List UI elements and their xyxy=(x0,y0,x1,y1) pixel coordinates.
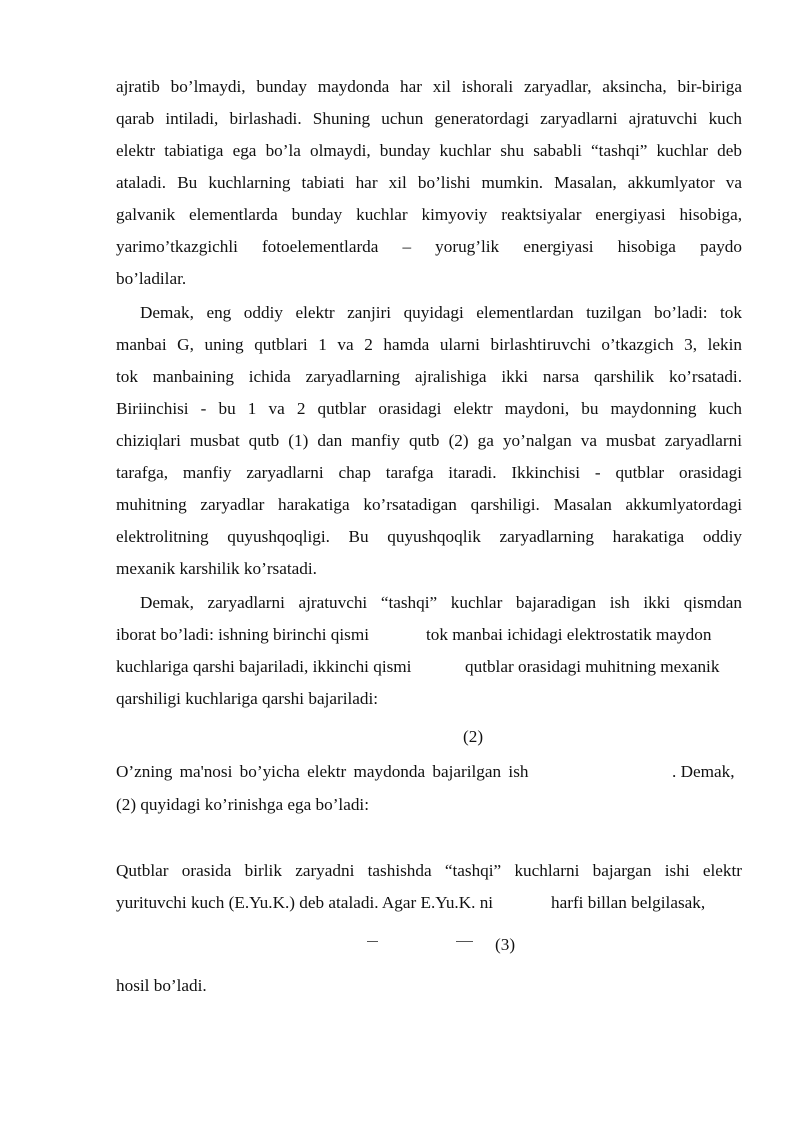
text-line: Qutblar orasida birlik zaryadni tashishda “tashqi” kuchlarni bajargan ishi elektr xyxy=(116,861,742,880)
text-line: ataladi. Bu kuchlarning tabiati har xil bo’lishi mumkin. Masalan, akkumlyator va xyxy=(116,173,742,192)
text-line: Biriinchisi - bu 1 va 2 qutblar orasidagi elektr maydoni, bu maydonning kuch xyxy=(116,399,742,418)
text-fragment: harfi billan belgilasak, xyxy=(551,893,706,912)
text-line: manbai G, uning qutblari 1 va 2 hamda ularni birlashtiruvchi o’tkazgich 3, lekin xyxy=(116,335,742,354)
text-line: Demak, eng oddiy elektr zanjiri quyidagi elementlardan tuzilgan bo’ladi: tok xyxy=(140,303,742,322)
text-fragment: . Demak, xyxy=(672,762,735,781)
text-line: qarab intiladi, birlashadi. Shuning uchun generatordagi zaryadlarni ajratuvchi kuch xyxy=(116,109,742,128)
text-line: chiziqlari musbat qutb (1) dan manfiy qutb (2) ga yo’nalgan va musbat zaryadlarni xyxy=(116,431,742,450)
fraction-bar xyxy=(456,941,473,942)
text-line: yarimo’tkazgichli fotoelementlarda – yorug’lik energiyasi hisobiga paydo xyxy=(116,237,742,256)
text-line: tarafga, manfiy zaryadlarni chap tarafga itaradi. Ikkinchisi - qutblar orasidagi xyxy=(116,463,742,482)
equation-number: (2) xyxy=(463,727,484,746)
text-fragment: O’zning ma'nosi bo’yicha elektr maydonda bajarilgan ish xyxy=(116,762,529,781)
text-line: galvanik elementlarda bunday kuchlar kimyoviy reaktsiyalar energiyasi hisobiga, xyxy=(116,205,742,224)
text-line: muhitning zaryadlar harakatiga ko’rsatadigan qarshiligi. Masalan akkumlyatordagi xyxy=(116,495,742,514)
text-fragment: yurituvchi kuch (E.Yu.K.) deb ataladi. Agar E.Yu.K. ni xyxy=(116,893,494,912)
text-line: mexanik karshilik ko’rsatadi. xyxy=(116,559,317,578)
text-line: tok manbaining ichida zaryadlarning ajralishiga ikki narsa qarshilik ko’rsatadi. xyxy=(116,367,742,386)
text-line: qarshiligi kuchlariga qarshi bajariladi: xyxy=(116,689,379,708)
text-fragment: kuchlariga qarshi bajariladi, ikkinchi qismi xyxy=(116,657,412,676)
text-line: elektr tabiatiga ega bo’la olmaydi, bunday kuchlar shu sababli “tashqi” kuchlar deb xyxy=(116,141,742,160)
text-fragment: qutblar orasidagi muhitning mexanik xyxy=(465,657,720,676)
equation-number: (3) xyxy=(495,935,516,954)
text-line: bo’ladilar. xyxy=(116,269,187,288)
text-line: (2) quyidagi ko’rinishga ega bo’ladi: xyxy=(116,795,369,814)
text-line: Demak, zaryadlarni ajratuvchi “tashqi” kuchlar bajaradigan ish ikki qismdan xyxy=(140,593,742,612)
text-line: ajratib bo’lmaydi, bunday maydonda har xil ishorali zaryadlar, aksincha, bir-biriga xyxy=(116,77,742,96)
text-fragment: tok manbai ichidagi elektrostatik maydon xyxy=(426,625,712,644)
text-line: elektrolitning quyushqoqligi. Bu quyushqoqlik zaryadlarning harakatiga oddiy xyxy=(116,527,742,546)
fraction-bar xyxy=(367,941,378,942)
text-fragment: iborat bo’ladi: ishning birinchi qismi xyxy=(116,625,370,644)
text-line: hosil bo’ladi. xyxy=(116,976,207,995)
